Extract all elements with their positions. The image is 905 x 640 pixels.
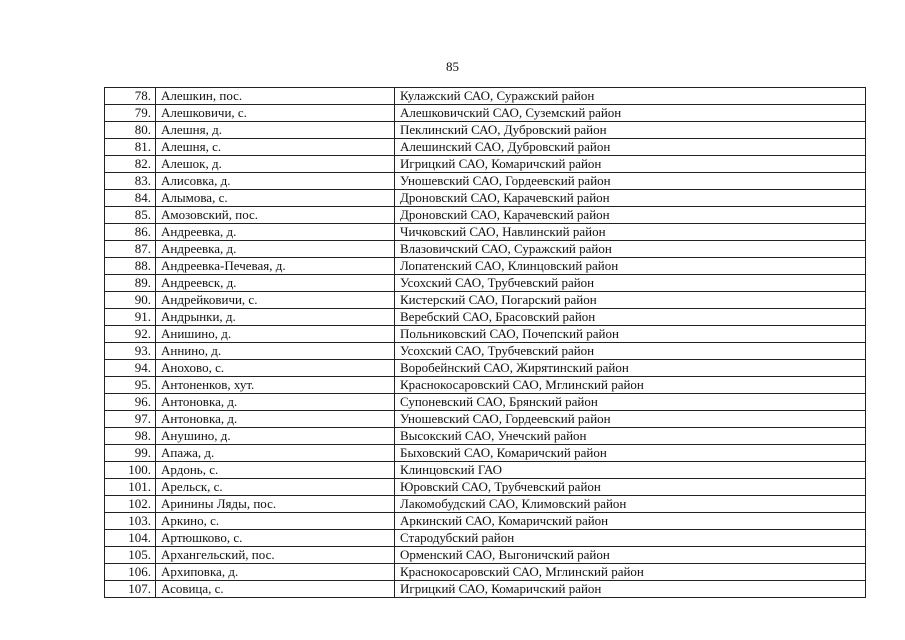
administrative-unit: Супоневский САО, Брянский район [395,394,866,411]
table-row [105,360,866,377]
administrative-unit: Стародубский район [395,530,866,547]
settlement-name: Архиповка, д. [156,564,395,581]
row-number: 86. [105,224,156,241]
row-number: 106. [105,564,156,581]
table-row [105,224,866,241]
administrative-unit: Высокский САО, Унечский район [395,428,866,445]
settlement-name: Андрынки, д. [156,309,395,326]
administrative-unit: Воробейнский САО, Жирятинский район [395,360,866,377]
administrative-unit: Юровский САО, Трубчевский район [395,479,866,496]
settlement-name: Аринины Ляды, пос. [156,496,395,513]
administrative-unit: Усохский САО, Трубчевский район [395,275,866,292]
administrative-unit: Уношевский САО, Гордеевский район [395,411,866,428]
row-number: 100. [105,462,156,479]
table-row [105,156,866,173]
page-number: 85 [446,59,459,74]
administrative-unit: Лакомобудский САО, Климовский район [395,496,866,513]
table-row [105,530,866,547]
settlement-name: Алешкин, пос. [156,88,395,105]
table-row [105,428,866,445]
row-number: 85. [105,207,156,224]
settlement-name: Антоновка, д. [156,394,395,411]
settlement-name: Антоновка, д. [156,411,395,428]
administrative-unit: Дроновский САО, Карачевский район [395,190,866,207]
settlement-name: Алешковичи, с. [156,105,395,122]
settlement-table [104,87,866,598]
administrative-unit: Аркинский САО, Комаричский район [395,513,866,530]
table-row [105,445,866,462]
table-row [105,513,866,530]
settlement-name: Антоненков, хут. [156,377,395,394]
settlement-name: Андреевск, д. [156,275,395,292]
row-number: 81. [105,139,156,156]
table-row [105,564,866,581]
table-row [105,547,866,564]
administrative-unit: Лопатенский САО, Клинцовский район [395,258,866,275]
settlement-name: Алешок, д. [156,156,395,173]
row-number: 95. [105,377,156,394]
administrative-unit: Краснокосаровский САО, Мглинский район [395,564,866,581]
row-number: 92. [105,326,156,343]
table-row [105,105,866,122]
settlement-name: Амозовский, пос. [156,207,395,224]
row-number: 84. [105,190,156,207]
row-number: 91. [105,309,156,326]
administrative-unit: Польниковский САО, Почепский район [395,326,866,343]
row-number: 107. [105,581,156,598]
settlement-name: Алешня, д. [156,122,395,139]
row-number: 105. [105,547,156,564]
table-row [105,343,866,360]
table-row [105,394,866,411]
administrative-unit: Дроновский САО, Карачевский район [395,207,866,224]
table-body [105,88,866,598]
administrative-unit: Клинцовский ГАО [395,462,866,479]
table-row [105,139,866,156]
table-row [105,479,866,496]
settlement-name: Андреевка, д. [156,224,395,241]
row-number: 80. [105,122,156,139]
row-number: 97. [105,411,156,428]
table-row [105,88,866,105]
settlement-name: Андрейковичи, с. [156,292,395,309]
administrative-unit: Веребский САО, Брасовский район [395,309,866,326]
row-number: 90. [105,292,156,309]
settlement-name: Анохово, с. [156,360,395,377]
table-row [105,190,866,207]
administrative-unit: Уношевский САО, Гордеевский район [395,173,866,190]
settlement-name: Алешня, с. [156,139,395,156]
administrative-unit: Краснокосаровский САО, Мглинский район [395,377,866,394]
administrative-unit: Кистерский САО, Погарский район [395,292,866,309]
table-row [105,241,866,258]
settlement-name: Алисовка, д. [156,173,395,190]
settlement-name: Аркино, с. [156,513,395,530]
settlement-name: Апажа, д. [156,445,395,462]
table-row [105,207,866,224]
settlement-name: Анишино, д. [156,326,395,343]
row-number: 101. [105,479,156,496]
table-row [105,581,866,598]
table-row [105,411,866,428]
row-number: 87. [105,241,156,258]
table-row [105,173,866,190]
table-row [105,309,866,326]
settlement-name: Арельск, с. [156,479,395,496]
row-number: 93. [105,343,156,360]
administrative-unit: Алешковичский САО, Суземский район [395,105,866,122]
settlement-name: Аннино, д. [156,343,395,360]
settlement-name: Андреевка-Печевая, д. [156,258,395,275]
settlement-name: Артюшково, с. [156,530,395,547]
row-number: 94. [105,360,156,377]
row-number: 82. [105,156,156,173]
row-number: 98. [105,428,156,445]
administrative-unit: Быховский САО, Комаричский район [395,445,866,462]
row-number: 89. [105,275,156,292]
settlement-name: Анушино, д. [156,428,395,445]
settlement-name: Ардонь, с. [156,462,395,479]
table-row [105,496,866,513]
administrative-unit: Пеклинский САО, Дубровский район [395,122,866,139]
row-number: 102. [105,496,156,513]
table-row [105,377,866,394]
administrative-unit: Кулажский САО, Суражский район [395,88,866,105]
administrative-unit: Игрицкий САО, Комаричский район [395,581,866,598]
table-row [105,326,866,343]
row-number: 79. [105,105,156,122]
settlement-name: Андреевка, д. [156,241,395,258]
table-row [105,122,866,139]
table-row [105,292,866,309]
table-row [105,462,866,479]
table-row [105,275,866,292]
administrative-unit: Орменский САО, Выгоничский район [395,547,866,564]
administrative-unit: Усохский САО, Трубчевский район [395,343,866,360]
administrative-unit: Алешинский САО, Дубровский район [395,139,866,156]
row-number: 83. [105,173,156,190]
row-number: 88. [105,258,156,275]
settlement-name: Асовица, с. [156,581,395,598]
row-number: 104. [105,530,156,547]
administrative-unit: Чичковский САО, Навлинский район [395,224,866,241]
settlement-name: Алымова, с. [156,190,395,207]
settlement-name: Архангельский, пос. [156,547,395,564]
row-number: 96. [105,394,156,411]
administrative-unit: Игрицкий САО, Комаричский район [395,156,866,173]
row-number: 99. [105,445,156,462]
row-number: 78. [105,88,156,105]
table-row [105,258,866,275]
row-number: 103. [105,513,156,530]
administrative-unit: Влазовичский САО, Суражский район [395,241,866,258]
